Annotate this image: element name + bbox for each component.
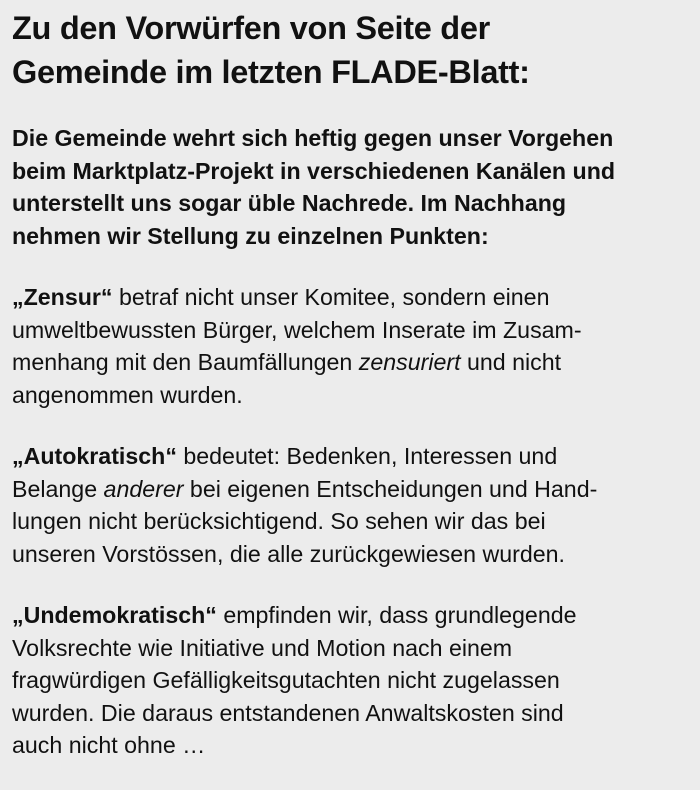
undemokratisch-line-5: auch nicht ohne … (12, 732, 206, 758)
autokratisch-line-3: lungen nicht berücksichtigend. So sehen wir das bei (12, 508, 546, 534)
autokratisch-emphasis: anderer (103, 475, 184, 502)
page-title (12, 6, 688, 94)
undemokratisch-line-2: Volksrechte wie Initiative und Motion nach einem (12, 634, 513, 661)
zensur-emphasis: zensuriert (358, 349, 461, 375)
autokratisch-line-2b: bei eigenen Entscheidungen und Hand- (183, 475, 598, 502)
intro-paragraph (12, 122, 688, 252)
intro-line-1: Die Gemeinde wehrt sich heftig gegen unser Vorgehen (12, 125, 614, 151)
intro-line-3: unterstellt uns sogar üble Nachrede. Im Nachhang (12, 190, 567, 216)
intro-line-2: beim Marktplatz-Projekt in verschiedenen Kanälen und (12, 157, 616, 184)
autokratisch-paragraph (12, 440, 688, 570)
autokratisch-line-2a: Belange (12, 475, 104, 502)
undemokratisch-paragraph (12, 599, 688, 762)
zensur-paragraph (12, 281, 688, 411)
zensur-line-3b: und nicht (460, 349, 562, 375)
autokratisch-term: „Autokratisch“ (12, 443, 177, 469)
undemokratisch-line-1: empfinden wir, dass grundlegende (216, 602, 577, 628)
intro-line-4: nehmen wir Stellung zu einzelnen Punkten: (12, 222, 489, 249)
zensur-line-2: umweltbewussten Bürger, welchem Inserate im Zusam- (12, 316, 582, 343)
undemokratisch-line-3: fragwürdigen Gefälligkeitsgutachten nicht zugelassen (12, 667, 560, 693)
zensur-line-4: angenommen wurden. (12, 381, 243, 408)
autokratisch-line-4: unseren Vorstössen, die alle zurückgewiesen wurden. (12, 540, 565, 567)
title-line-2: Gemeinde im letzten FLADE-Blatt: (12, 54, 530, 90)
undemokratisch-term: „Undemokratisch“ (12, 602, 217, 628)
zensur-term: „Zensur“ (12, 284, 113, 310)
undemokratisch-line-4: wurden. Die daraus entstandenen Anwaltskosten sind (12, 699, 564, 726)
zensur-line-3a: menhang mit den Baumfällungen (12, 349, 359, 375)
zensur-line-1: betraf nicht unser Komitee, sondern einen (112, 284, 550, 310)
title-line-1: Zu den Vorwürfen von Seite der (12, 10, 490, 46)
autokratisch-line-1: bedeutet: Bedenken, Interessen und (176, 443, 558, 469)
